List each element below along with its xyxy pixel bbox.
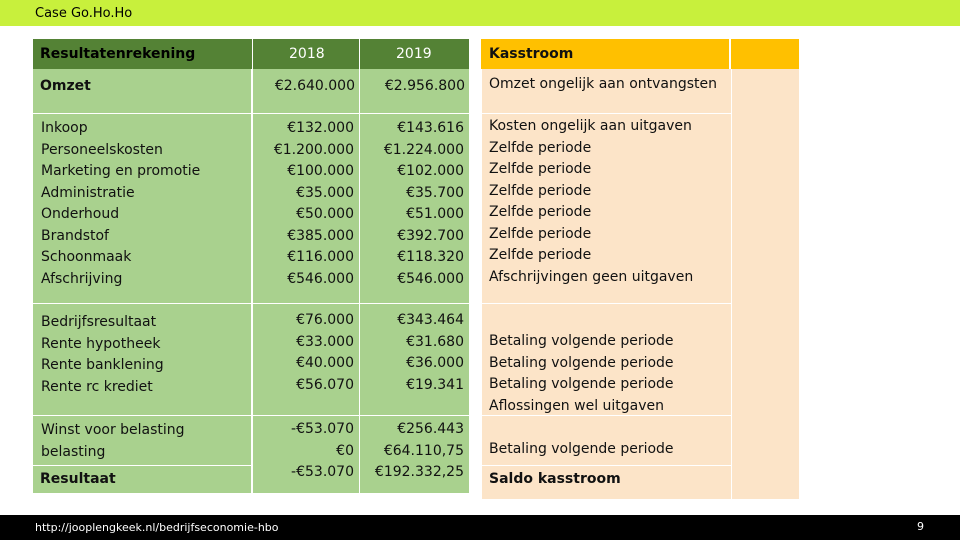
omzet-label-cell	[33, 69, 252, 114]
resultaat-label: Resultaat	[40, 471, 116, 487]
financing-2018: €76.000	[296, 312, 354, 328]
omzet-2018-cell	[252, 69, 359, 114]
costs-label-cell	[33, 114, 252, 304]
extra-column-cell	[731, 69, 799, 500]
footer-url: http://jooplengkeek.nl/bedrijfseconomie-hbo	[35, 521, 279, 534]
result-2018: -€53.070	[291, 421, 354, 437]
cost-2018: €132.000	[287, 120, 354, 136]
financing-2018-values	[296, 310, 354, 396]
cost-2018: €546.000	[287, 270, 354, 287]
financing-2019-cell	[359, 304, 469, 416]
cost-label: Personeelskosten	[41, 141, 163, 158]
header-2019: 2019	[396, 46, 432, 62]
omzet-2019: €2.956.800	[384, 78, 465, 94]
kasstroom-financing-note: Betaling volgende periode	[489, 354, 674, 371]
financing-label: Rente rc krediet	[41, 378, 153, 395]
cost-2018: €50.000	[296, 206, 354, 222]
cost-label: Administratie	[41, 184, 135, 201]
financing-2019-values	[397, 310, 464, 396]
kasstroom-cost-note: Zelfde periode	[489, 139, 592, 156]
header-2018-cell	[252, 39, 359, 69]
omzet-2019-cell	[359, 69, 469, 114]
result-2019: €256.443	[397, 421, 464, 437]
cost-label: Schoonmaak	[41, 249, 132, 265]
kasstroom-financing-note: Aflossingen wel uitgaven	[489, 397, 665, 414]
page-title: Case Go.Ho.Ho	[35, 6, 133, 21]
cost-label: Inkoop	[41, 120, 88, 136]
kasstroom-costs-notes	[489, 116, 693, 288]
page-number: 9	[917, 520, 924, 533]
cost-label: Afschrijving	[41, 270, 123, 287]
kasstroom-saldo-cell	[481, 466, 731, 500]
result-2018: €0	[336, 442, 354, 459]
omzet-label: Omzet	[40, 78, 91, 94]
financing-labels	[41, 312, 164, 398]
result-2018: -€53.070	[291, 464, 354, 480]
kasstroom-cost-note: Afschrijvingen geen uitgaven	[489, 268, 694, 285]
financing-label: Rente banklening	[41, 357, 164, 373]
financing-2019: €31.680	[406, 333, 464, 350]
result-label-cell	[33, 416, 252, 466]
kasstroom-financing-cell	[481, 304, 731, 416]
cost-2018: €1.200.000	[273, 141, 354, 158]
kasstroom-cost-note: Zelfde periode	[489, 161, 592, 177]
costs-2019-cell	[359, 114, 469, 304]
financing-label-cell	[33, 304, 252, 416]
financing-2019: €343.464	[397, 312, 464, 328]
result-labels	[41, 420, 185, 463]
kasstroom-cost-note: Zelfde periode	[489, 204, 592, 220]
kasstroom-cost-note: Zelfde periode	[489, 225, 592, 242]
kasstroom-cost-note: Zelfde periode	[489, 247, 592, 263]
kasstroom-financing-notes	[489, 331, 674, 417]
result-2018-values	[291, 419, 354, 484]
kasstroom-financing-note: Betaling volgende periode	[489, 333, 674, 349]
header-kasstroom-cell	[481, 39, 729, 69]
kasstroom-omzet-note: Omzet ongelijk aan ontvangsten	[489, 76, 718, 92]
cost-2018: €100.000	[287, 163, 354, 179]
cost-2018: €35.000	[296, 184, 354, 201]
cost-label: Onderhoud	[41, 206, 120, 222]
result-2019-cell	[359, 416, 469, 494]
costs-2018-cell	[252, 114, 359, 304]
header-kasstroom-extra-cell	[731, 39, 799, 69]
financing-2019: €19.341	[406, 376, 464, 393]
cost-2018: €385.000	[287, 227, 354, 244]
omzet-2018: €2.640.000	[274, 78, 355, 94]
kasstroom-result-note: Betaling volgende periode	[489, 441, 674, 457]
financing-2018-cell	[252, 304, 359, 416]
cost-2018: €116.000	[287, 249, 354, 265]
resultaat-label-cell	[33, 466, 252, 494]
footer-bar	[0, 515, 960, 540]
financing-2019: €36.000	[406, 355, 464, 371]
kasstroom-cost-note: Zelfde periode	[489, 182, 592, 199]
result-2019: €192.332,25	[374, 464, 464, 480]
cost-2019: €51.000	[406, 206, 464, 222]
cost-label: Brandstof	[41, 227, 109, 244]
header-label-cell	[33, 39, 252, 69]
kasstroom-costs-cell	[481, 114, 731, 304]
cost-2019: €546.000	[397, 270, 464, 287]
result-label: belasting	[41, 443, 106, 460]
result-2019: €64.110,75	[383, 442, 464, 459]
financing-label: Rente hypotheek	[41, 335, 161, 352]
kasstroom-financing-note: Betaling volgende periode	[489, 376, 674, 392]
header-resultatenrekening: Resultatenrekening	[40, 46, 196, 62]
financing-2018: €40.000	[296, 355, 354, 371]
costs-labels	[41, 118, 200, 290]
financing-2018: €33.000	[296, 333, 354, 350]
kasstroom-saldo: Saldo kasstroom	[489, 471, 621, 487]
costs-2019-values	[384, 118, 464, 290]
kasstroom-omzet-cell	[481, 69, 731, 114]
result-2018-cell	[252, 416, 359, 494]
header-kasstroom: Kasstroom	[489, 46, 574, 62]
financing-label: Bedrijfsresultaat	[41, 314, 157, 330]
cost-2019: €392.700	[397, 227, 464, 244]
result-label: Winst voor belasting	[41, 422, 185, 438]
cost-2019: €143.616	[397, 120, 464, 136]
cost-2019: €102.000	[397, 163, 464, 179]
cost-2019: €118.320	[397, 249, 464, 265]
cost-label: Marketing en promotie	[41, 163, 201, 179]
costs-2018-values	[274, 118, 354, 290]
result-2019-values	[375, 419, 464, 484]
header-2019-cell	[359, 39, 469, 69]
kasstroom-result-cell	[481, 416, 731, 466]
header-2018: 2018	[289, 46, 325, 62]
kasstroom-cost-note: Kosten ongelijk aan uitgaven	[489, 118, 692, 134]
financing-2018: €56.070	[296, 376, 354, 393]
title-bar	[0, 0, 960, 26]
cost-2019: €1.224.000	[383, 141, 464, 158]
cost-2019: €35.700	[406, 184, 464, 201]
